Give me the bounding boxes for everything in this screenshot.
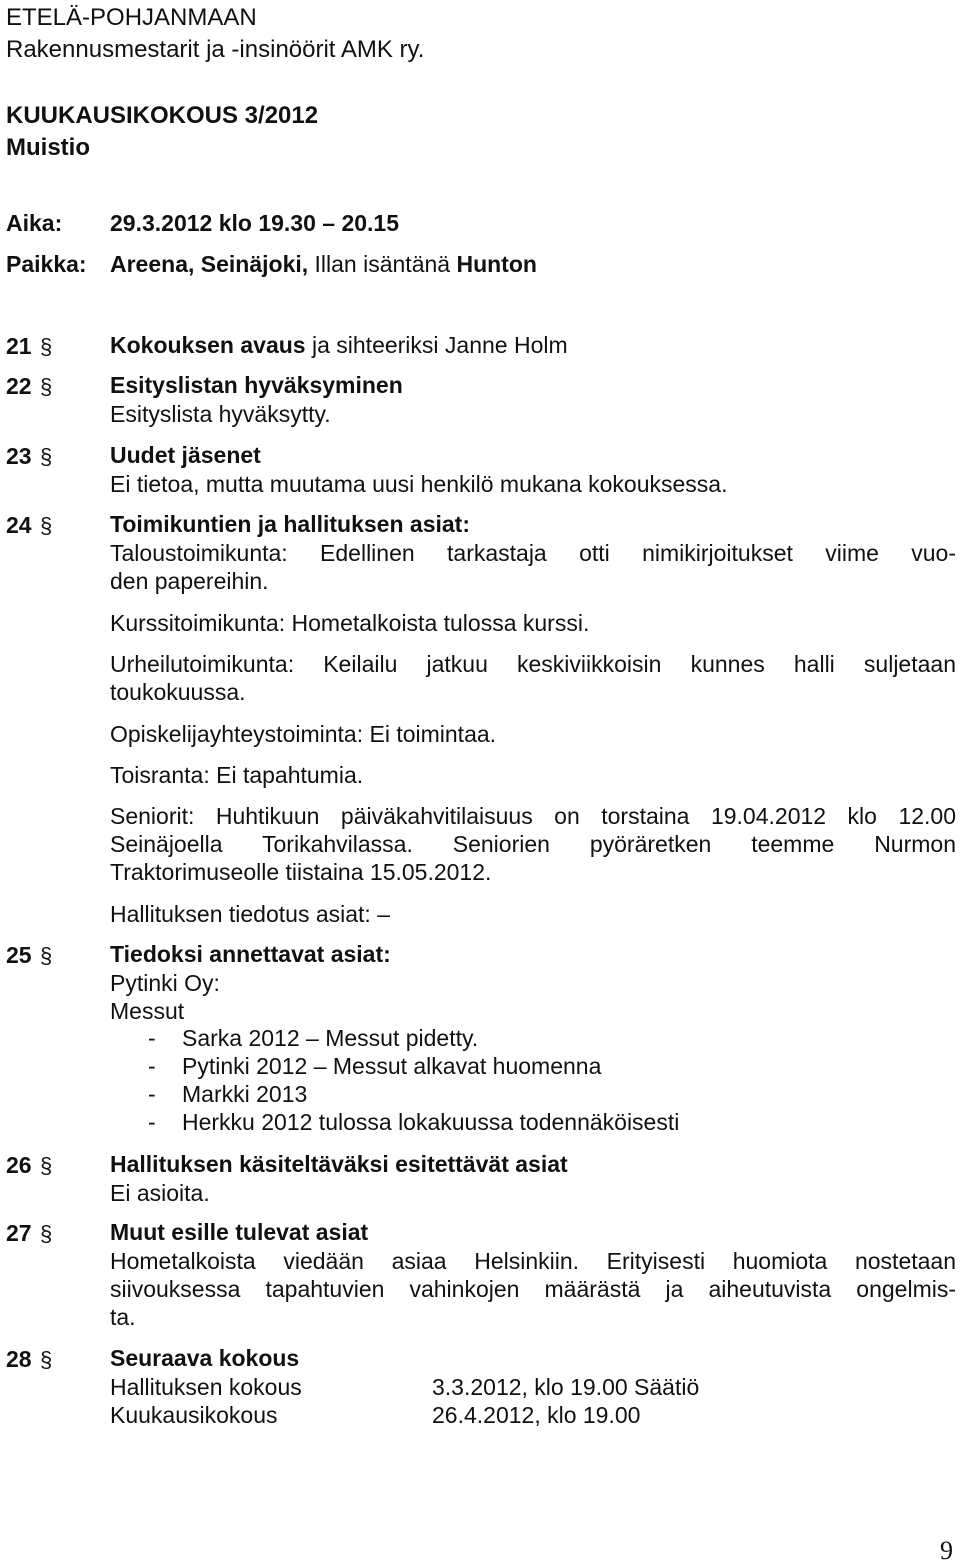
- org-name-line2: Rakennusmestarit ja -insinöörit AMK ry.: [6, 36, 425, 63]
- item-24-urheilu-line1: Urheilutoimikunta: Keilailu jatkuu keskiviikkoisin kunnes halli suljetaan: [110, 651, 956, 677]
- item-number-26: 26: [6, 1152, 32, 1178]
- section-sign: §: [40, 1221, 53, 1246]
- item-24-seniorit-line2: Seinäjoella Torikahvilassa. Seniorien pyöräretken teemme Nurmon: [110, 831, 956, 857]
- list-item: Pytinki 2012 – Messut alkavat huomenna: [182, 1053, 602, 1079]
- item-number-23: 23: [6, 443, 32, 469]
- next-meeting-value-monthly: 26.4.2012, klo 19.00: [432, 1402, 641, 1428]
- document-subtitle: Muistio: [6, 134, 90, 161]
- item-25-line1: Pytinki Oy:: [110, 970, 220, 996]
- item-27-body-line3: ta.: [110, 1304, 136, 1330]
- next-meeting-value-board: 3.3.2012, klo 19.00 Säätiö: [432, 1374, 700, 1400]
- item-23-title: Uudet jäsenet: [110, 442, 261, 468]
- bullet-dash: -: [148, 1081, 156, 1107]
- item-number-25: 25: [6, 942, 32, 968]
- place-venue: Areena, Seinäjoki,: [110, 251, 309, 277]
- section-sign: §: [40, 374, 53, 399]
- section-sign: §: [40, 1153, 53, 1178]
- item-24-kurssi: Kurssitoimikunta: Hometalkoista tulossa kurssi.: [110, 610, 590, 636]
- section-sign: §: [40, 513, 53, 538]
- item-23-body: Ei tietoa, mutta muutama uusi henkilö mukana kokouksessa.: [110, 471, 728, 497]
- section-sign: §: [40, 943, 53, 968]
- list-item: Markki 2013: [182, 1081, 308, 1107]
- item-27-title: Muut esille tulevat asiat: [110, 1219, 369, 1245]
- document-title: KUUKAUSIKOKOUS 3/2012: [6, 102, 319, 129]
- list-item: Herkku 2012 tulossa lokakuussa todennäköisesti: [182, 1109, 680, 1135]
- item-24-toisranta: Toisranta: Ei tapahtumia.: [110, 762, 364, 788]
- item-number-28: 28: [6, 1346, 32, 1372]
- page-number: 9: [940, 1536, 953, 1565]
- item-24-seniorit-line3: Traktorimuseolle tiistaina 15.05.2012.: [110, 859, 492, 885]
- place-label: Paikka:: [6, 251, 87, 277]
- item-28-title: Seuraava kokous: [110, 1345, 300, 1371]
- item-25-line2: Messut: [110, 998, 185, 1024]
- item-24-talous-line1: Taloustoimikunta: Edellinen tarkastaja otti nimikirjoitukset viime vuo-: [110, 540, 956, 566]
- item-21-line: [110, 331, 568, 359]
- item-24-urheilu-line2: toukokuussa.: [110, 679, 246, 705]
- item-25-title: Tiedoksi annettavat asiat:: [110, 941, 391, 967]
- item-24-opiskelija: Opiskelijayhteystoiminta: Ei toimintaa.: [110, 721, 497, 747]
- section-sign: §: [40, 444, 53, 469]
- list-item: Sarka 2012 – Messut pidetty.: [182, 1025, 479, 1051]
- item-number-27: 27: [6, 1220, 32, 1246]
- place-value: [110, 251, 537, 278]
- item-24-hallitus: Hallituksen tiedotus asiat: –: [110, 901, 390, 927]
- item-26-title: Hallituksen käsiteltäväksi esitettävät asiat: [110, 1151, 568, 1177]
- item-number-24: 24: [6, 512, 32, 538]
- item-24-talous-line2: den papereihin.: [110, 568, 269, 594]
- org-name-line1: ETELÄ-POHJANMAAN: [6, 4, 257, 31]
- bullet-dash: -: [148, 1109, 156, 1135]
- next-meeting-label-monthly: Kuukausikokous: [110, 1402, 278, 1428]
- time-label: Aika:: [6, 210, 63, 236]
- item-number-21: 21: [6, 333, 32, 359]
- item-22-title: Esityslistan hyväksyminen: [110, 372, 403, 398]
- section-sign: §: [40, 334, 53, 359]
- item-24-seniorit-line1: Seniorit: Huhtikuun päiväkahvitilaisuus on torstaina 19.04.2012 klo 12.00: [110, 803, 956, 829]
- section-sign: §: [40, 1347, 53, 1372]
- next-meeting-label-board: Hallituksen kokous: [110, 1374, 302, 1400]
- place-host: Hunton: [456, 251, 537, 277]
- time-value: 29.3.2012 klo 19.30 – 20.15: [110, 210, 400, 236]
- item-21-title: Kokouksen avaus: [110, 332, 306, 358]
- item-26-body: Ei asioita.: [110, 1180, 210, 1206]
- item-22-body: Esityslista hyväksytty.: [110, 401, 331, 427]
- place-host-text: Illan isäntänä: [308, 251, 457, 277]
- bullet-dash: -: [148, 1053, 156, 1079]
- bullet-dash: -: [148, 1025, 156, 1051]
- item-number-22: 22: [6, 373, 32, 399]
- item-27-body-line1: Hometalkoista viedään asiaa Helsinkiin. Erityisesti huomiota nostetaan: [110, 1248, 956, 1274]
- item-27-body-line2: siivouksessa tapahtuvien vahinkojen määrästä ja aiheutuvista ongelmis-: [110, 1276, 956, 1302]
- item-24-title: Toimikuntien ja hallituksen asiat:: [110, 511, 470, 537]
- item-21-rest: ja sihteeriksi Janne Holm: [305, 332, 568, 358]
